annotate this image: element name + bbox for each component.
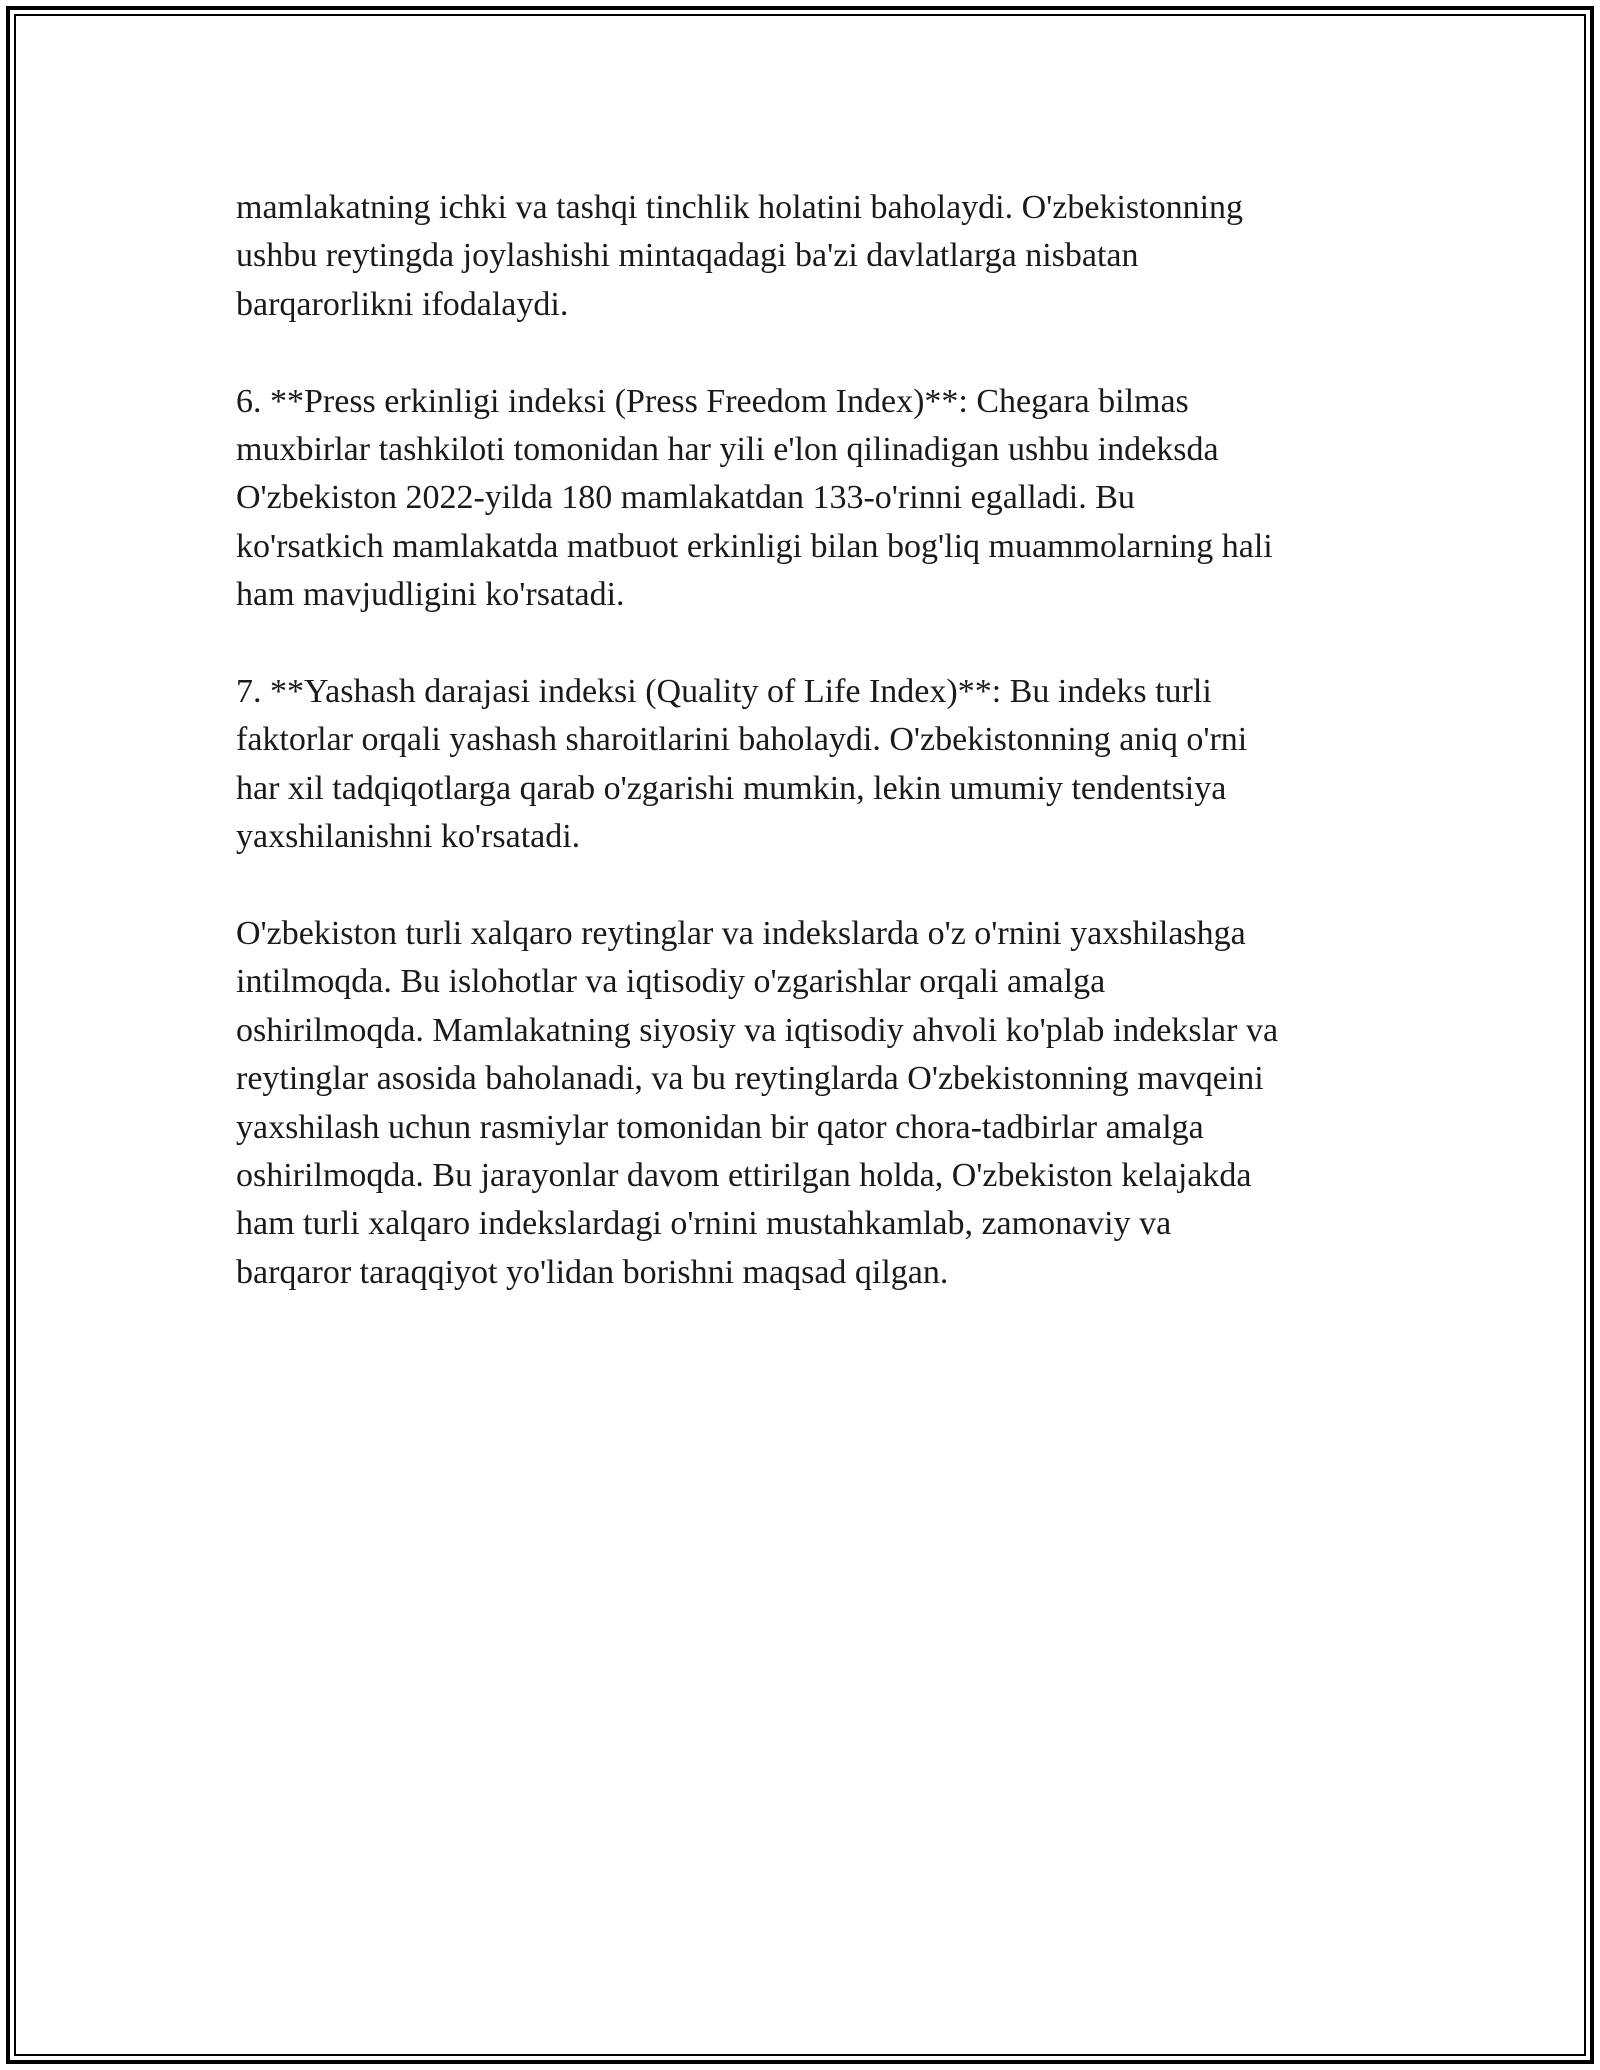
document-body [236, 184, 1386, 1297]
paragraph-press-freedom-index: 6. **Press erkinligi indeksi (Press Freedom Index)**: Chegara bilmas muxbirlar tashkiloti tomonidan har yili e'lon qilinadigan ushbu indeksda O'zbekiston 2022-yilda 180 mamlakatdan 133-o'rinni egalladi. Bu ko'rsatkich mamlakatda matbuot erkinligi bilan bog'liq muammolarning hali ham mavjudligini ko'rsatadi. [236, 382, 1273, 614]
paragraph-quality-of-life-index: 7. **Yashash darajasi indeksi (Quality of Life Index)**: Bu indeks turli faktorlar orqali yashash sharoitlarini baholaydi. O'zbekistonning aniq o'rni har xil tadqiqotlarga qarab o'zgarishi mumkin, lekin umumiy tendentsiya yaxshilanishni ko'rsatadi. [236, 673, 1248, 856]
paragraph-conclusion: O'zbekiston turli xalqaro reytinglar va indekslarda o'z o'rnini yaxshilashga intilmoqda. Bu islohotlar va iqtisodiy o'zgarishlar orqali amalga oshirilmoqda. Mamlakatning siyosiy va iqtisodiy ahvoli ko'plab indekslar va reytinglar asosida baholanadi, va bu reytinglarda O'zbekistonning mavqeini yaxshilash uchun rasmiylar tomonidan bir qator chora-tadbirlar amalga oshirilmoqda. Bu jarayonlar davom ettirilgan holda, O'zbekiston kelajakda ham turli xalqaro indekslardagi o'rnini mustahkamlab, zamonaviy va barqaror taraqqiyot yo'lidan borishni maqsad qilgan. [236, 915, 1279, 1291]
paragraph-peace-index-continuation: mamlakatning ichki va tashqi tinchlik holatini baholaydi. O'zbekistonning ushbu reytingda joylashishi mintaqadagi ba'zi davlatlarga nisbatan barqarorlikni ifodalaydi. [236, 189, 1244, 323]
